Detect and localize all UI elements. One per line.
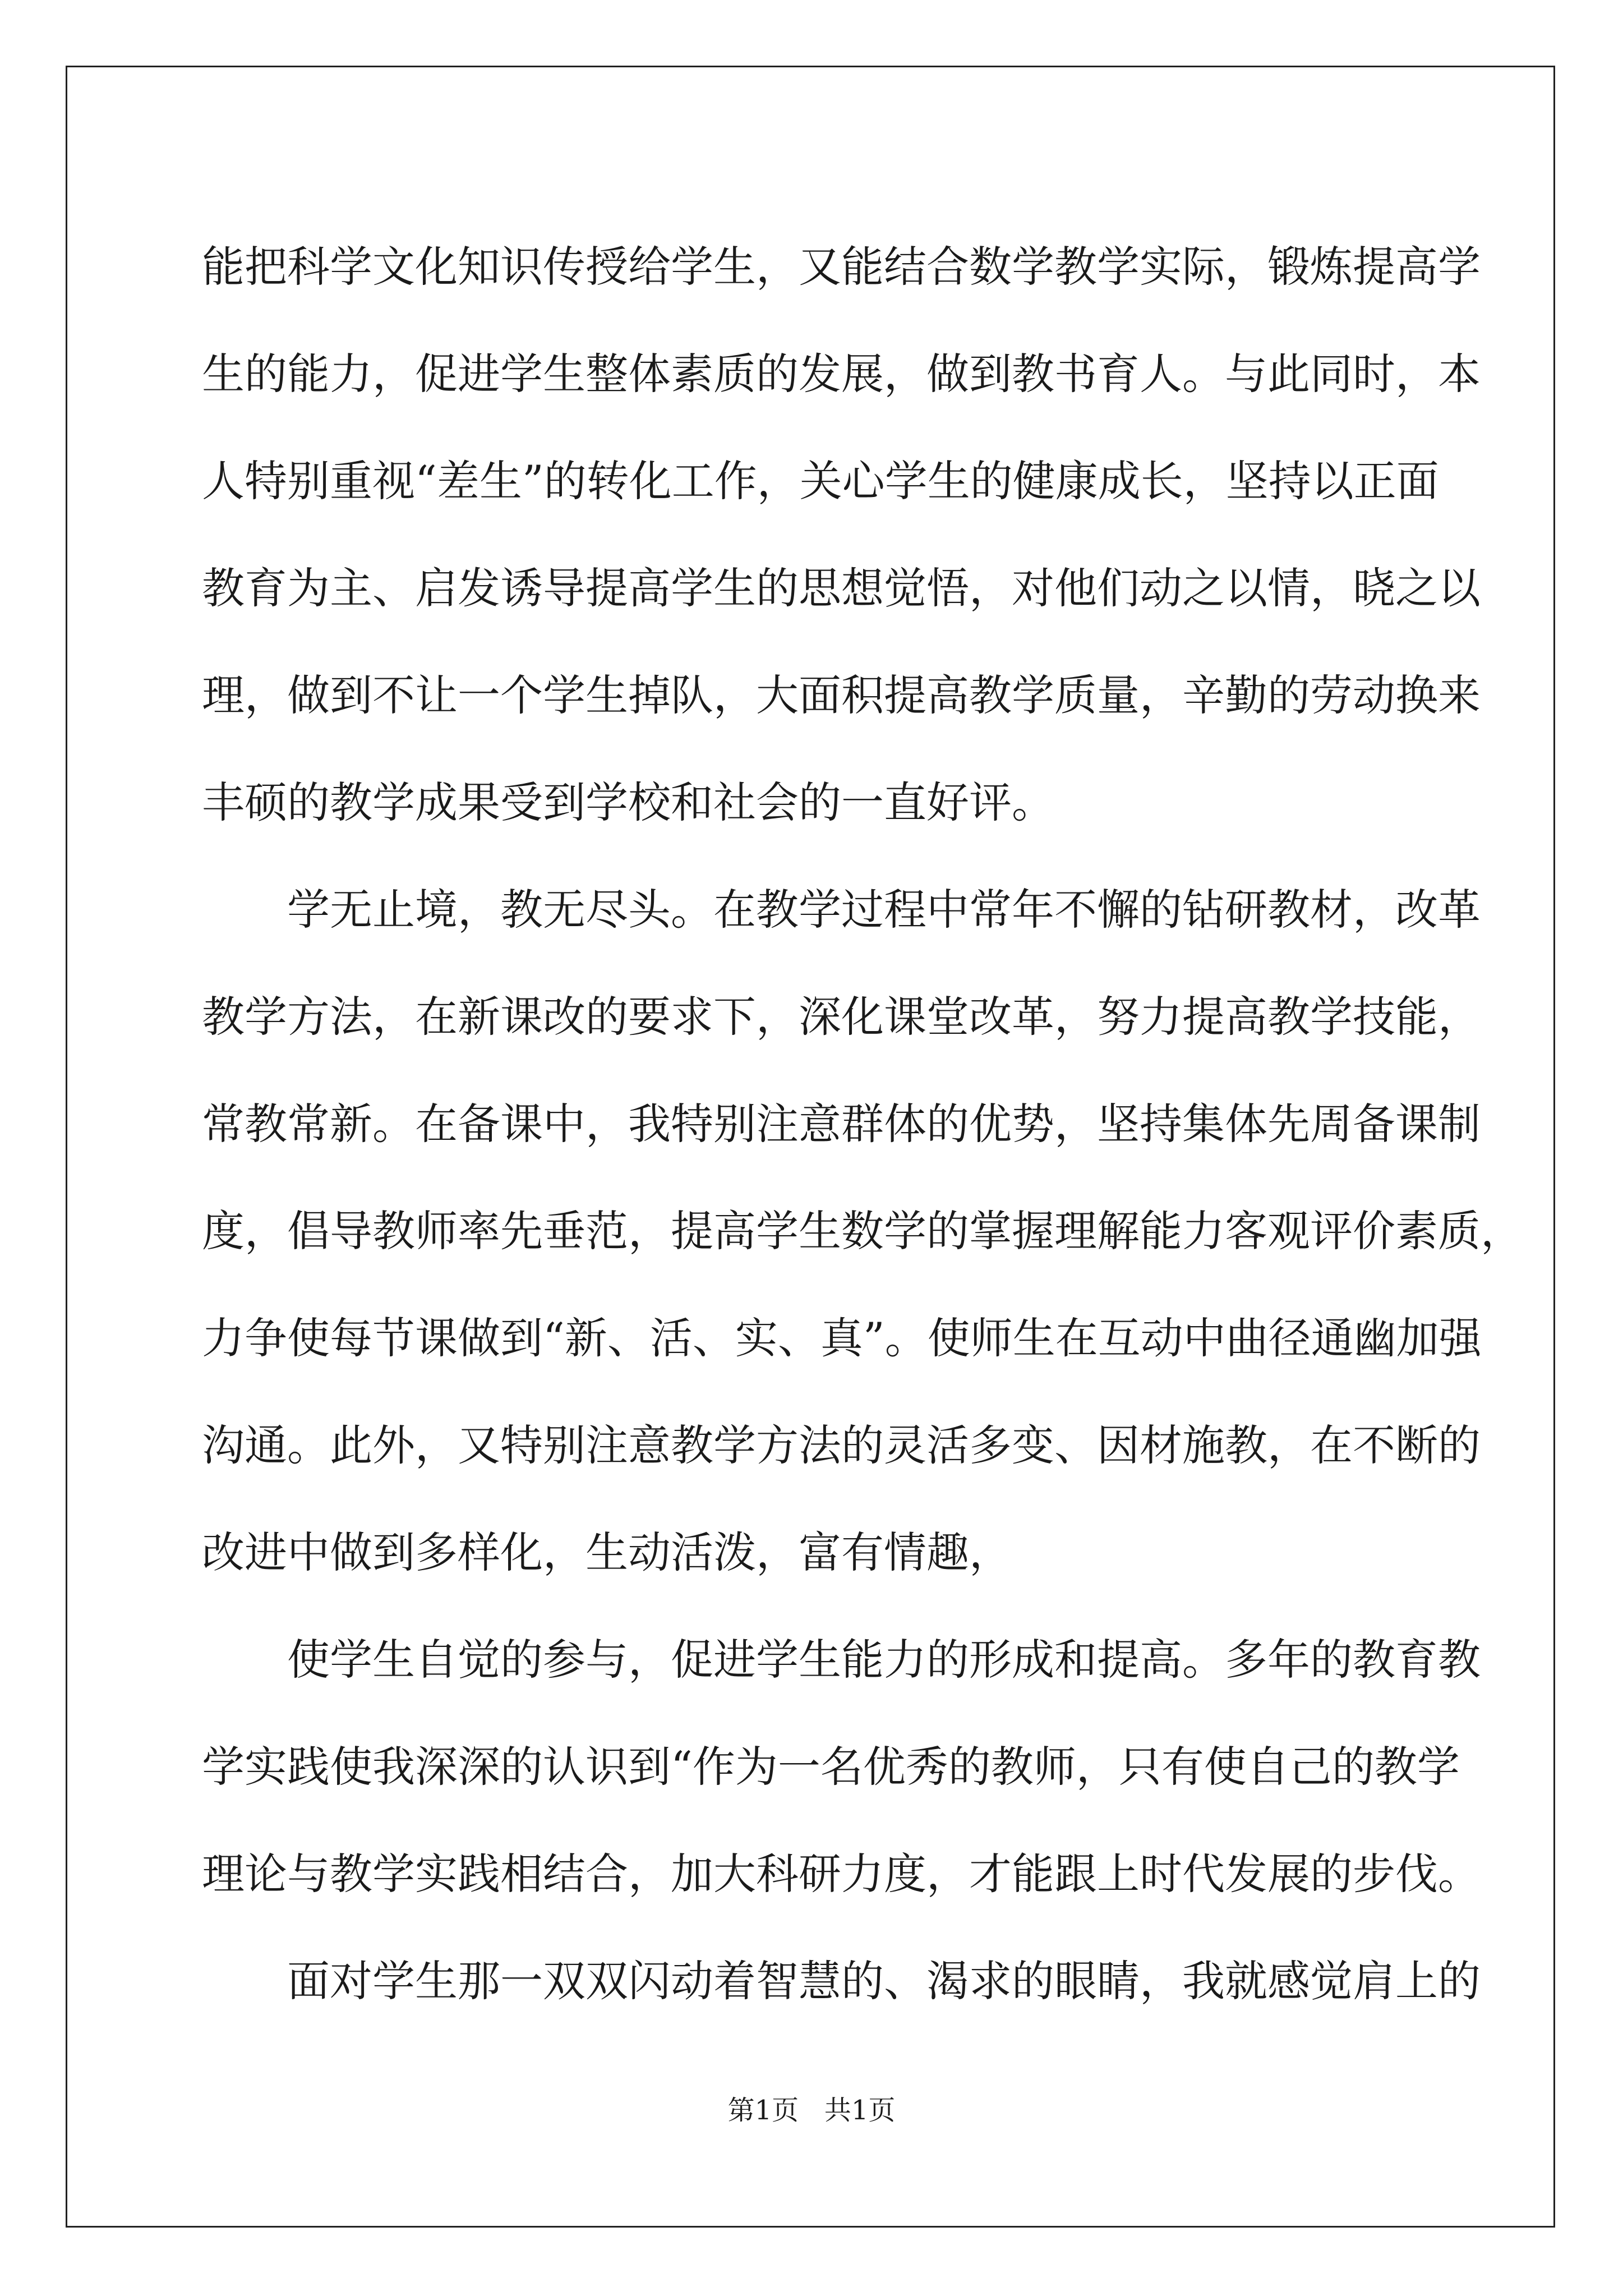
text-line: 学实践使我深深的认识到“作为一名优秀的教师，只有使自己的教学 [202, 1742, 1460, 1792]
paragraph-start-line: 学无止境，教无尽头。在教学过程中常年不懈的钻研教材，改革 [287, 885, 1481, 935]
text-line: 沟通。此外，又特别注意教学方法的灵活多变、因材施教，在不断的 [202, 1420, 1481, 1470]
paragraph-start-line: 使学生自觉的参与，促进学生能力的形成和提高。多年的教育教 [287, 1635, 1481, 1685]
text-line: 教育为主、启发诱导提高学生的思想觉悟，对他们动之以情，晓之以 [202, 563, 1481, 613]
text-line: 教学方法，在新课改的要求下，深化课堂改革，努力提高教学技能， [202, 992, 1481, 1042]
text-line: 丰硕的教学成果受到学校和社会的一直好评。 [202, 777, 1054, 827]
text-line: 能把科学文化知识传授给学生，又能结合数学教学实际，锻炼提高学 [202, 242, 1481, 292]
text-line: 理，做到不让一个学生掉队，大面积提高教学质量，辛勤的劳动换来 [202, 670, 1481, 720]
document-body [202, 213, 1523, 2035]
text-line: 改进中做到多样化，生动活泼，富有情趣， [202, 1527, 1012, 1577]
page-number-footer: 第1页 共1页 [727, 2095, 896, 2126]
text-line: 理论与教学实践相结合，加大科研力度，才能跟上时代发展的步伐。 [202, 1849, 1481, 1899]
text-line: 人特别重视“差生”的转化工作，关心学生的健康成长，坚持以正面 [202, 456, 1439, 506]
text-line: 常教常新。在备课中，我特别注意群体的优势，坚持集体先周备课制 [202, 1099, 1481, 1149]
text-line: 生的能力，促进学生整体素质的发展，做到教书育人。与此同时，本 [202, 349, 1481, 399]
text-line: 度，倡导教师率先垂范，提高学生数学的掌握理解能力客观评价素质， [202, 1206, 1523, 1256]
text-line: 力争使每节课做到“新、活、实、真”。使师生在互动中曲径通幽加强 [202, 1313, 1482, 1363]
paragraph-start-line: 面对学生那一双双闪动着智慧的、渴求的眼睛，我就感觉肩上的 [287, 1956, 1481, 2006]
